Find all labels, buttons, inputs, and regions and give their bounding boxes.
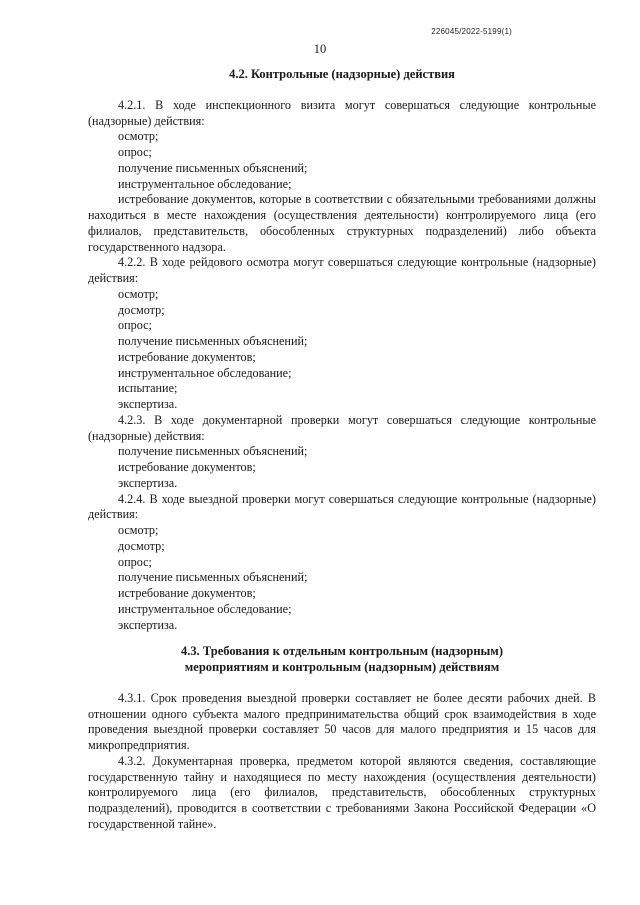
list-item: экспертиза. (118, 617, 178, 632)
section-heading-4-3 (88, 644, 596, 676)
list-item: истребование документов; (118, 349, 256, 364)
list-item: опрос; (118, 318, 152, 333)
paragraph-4-3-2: 4.3.2. Документарная проверка, предметом которой являются сведения, составляющие государственную тайну и находящиеся по месту нахождения (осуществления деятельности) контролируемого лица (его филиалов, представительств, обособленных структурных подразделений), проводится в соответствии с требованиями Закона Российской Федерации «О государственной тайне». (88, 753, 596, 831)
list-item: инструментальное обследование; (118, 176, 292, 191)
list-item: истребование документов; (118, 586, 256, 600)
list-4-2-1 (88, 129, 596, 192)
paragraph-4-2-4: 4.2.4. В ходе выездной проверки могут совершаться следующие контрольные (надзорные) действия: (88, 491, 596, 522)
list-item: получение письменных объяснений; (118, 444, 308, 459)
list-item: экспертиза. (118, 397, 178, 411)
section-heading-4-3-line-2: мероприятиям и контрольным (надзорным) действиям (184, 660, 500, 674)
paragraph-4-2-1: 4.2.1. В ходе инспекционного визита могут совершаться следующие контрольные (надзорные) действия: (88, 97, 596, 128)
section-heading-4-3-line-1: 4.3. Требования к отдельным контрольным (надзорным) (181, 644, 503, 659)
list-item: испытание; (118, 381, 178, 396)
list-item: истребование документов, которые в соответствии с обязательными требованиями должны находиться в месте нахождения (осуществления деятельности) контролируемого лица (его филиалов, представительств, обособленных структурных подразделений) либо объекта государственного надзора. (88, 192, 596, 254)
list-item: истребование документов; (118, 460, 256, 474)
document-body (88, 67, 596, 833)
list-item: осмотр; (118, 129, 159, 144)
list-item: получение письменных объяснений; (118, 570, 308, 585)
list-item: получение письменных объяснений; (118, 160, 308, 175)
list-4-2-3 (88, 444, 596, 491)
list-item: опрос; (118, 554, 152, 569)
paragraph-4-3-1: 4.3.1. Срок проведения выездной проверки составляет не более десяти рабочих дней. В отношении одного субъекта малого предпринимательства общий срок взаимодействия в ходе проведения выездной проверки составляет 50 часов для малого предприятия и 15 часов для микропредприятия. (88, 690, 596, 752)
section-heading-4-2: 4.2. Контрольные (надзорные) действия (229, 67, 455, 81)
paragraph-4-2-2: 4.2.2. В ходе рейдового осмотра могут совершаться следующие контрольные (надзорные) действия: (88, 255, 596, 285)
list-item: экспертиза. (118, 475, 178, 490)
list-4-2-4 (88, 523, 596, 633)
document-registration-number: 226045/2022-5199(1) (431, 27, 512, 36)
list-item: инструментальное обследование; (118, 601, 292, 616)
list-item: осмотр; (118, 523, 159, 537)
list-item: получение письменных объяснений; (118, 334, 308, 348)
list-4-2-2 (88, 287, 596, 413)
list-item: досмотр; (118, 538, 165, 553)
list-item: осмотр; (118, 286, 159, 301)
list-item: досмотр; (118, 302, 165, 317)
list-item: инструментальное обследование; (118, 365, 292, 380)
page-number: 10 (313, 42, 327, 56)
paragraph-4-2-3: 4.2.3. В ходе документарной проверки могут совершаться следующие контрольные (надзорные) действия: (88, 412, 596, 443)
list-item: опрос; (118, 145, 152, 159)
